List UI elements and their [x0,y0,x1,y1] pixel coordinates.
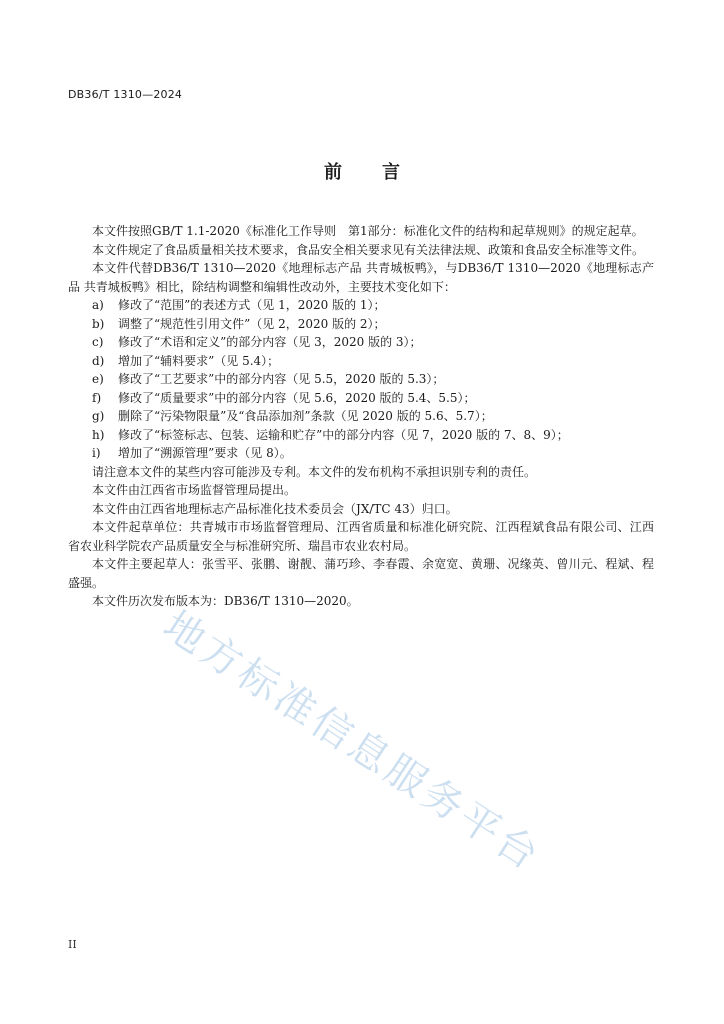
page-number: II [68,938,77,951]
change-item [68,426,654,445]
change-text: 调整了“规范性引用文件”（见 2，2020 版的 2）； [118,316,386,331]
change-marker: h) [92,427,105,442]
title-char-2: 言 [382,162,400,183]
paragraph-patent-notice: 请注意本文件的某些内容可能涉及专利。本文件的发布机构不承担识别专利的责任。 [92,464,537,479]
paragraph-drafting-units: 本文件起草单位：共青城市市场监督管理局、江西省质量和标准化研究院、江西程斌食品有限公司、江西省农业科学院农产品质量安全与标准研究所、瑞昌市农业农村局。 [68,520,654,553]
title-char-1: 前 [324,162,342,183]
change-text: 删除了“污染物限量”及“食品添加剂”条款（见 2020 版的 5.6、5.7）； [118,409,493,423]
document-number: DB36/T 1310—2024 [68,88,183,101]
change-item [68,370,654,389]
change-text: 增加了“溯源管理”要求（见 8）。 [118,446,292,460]
change-text: 修改了“工艺要求”中的部分内容（见 5.5，2020 版的 5.3）； [118,372,445,386]
change-text: 增加了“辅料要求”（见 5.4）； [118,353,280,368]
change-item [68,296,654,315]
change-marker: e) [92,372,104,386]
change-marker: i) [92,446,101,460]
change-marker: c) [92,335,104,349]
paragraph-scope-note: 本文件规定了食品质量相关技术要求，食品安全相关要求见有关法律法规、政策和食品安全标准等文件。 [92,242,645,257]
change-marker: g) [92,409,105,423]
paragraph-drafters: 本文件主要起草人：张雪平、张鹏、谢靓、蒲巧珍、李春霞、余宽宽、黄珊、况缘英、曾川元、程斌、程盛强。 [68,557,654,590]
paragraph-history: 本文件历次发布版本为：DB36/T 1310—2020。 [92,594,359,608]
change-text: 修改了“标签标志、包装、运输和贮存”中的部分内容（见 7，2020 版的 7、8、9）； [118,427,569,442]
watermark-text: 地方标准信息服务平台 [155,602,550,881]
paragraph-committee: 本文件由江西省地理标志产品标准化技术委员会（JX/TC 43）归口。 [92,501,458,516]
change-item [68,407,654,426]
change-marker: d) [92,353,105,368]
paragraph-drafting-rules: 本文件按照GB/T 1.1-2020《标准化工作导则 第1部分：标准化文件的结构和起草规则》的规定起草。 [92,224,644,238]
change-text: 修改了“质量要求”中的部分内容（见 5.6，2020 版的 5.4、5.5）； [118,390,476,405]
change-marker: f) [92,390,102,405]
paragraph-replacement: 本文件代替DB36/T 1310—2020《地理标志产品 共青城板鸭》，与DB36/T 1310—2020《地理标志产品 共青城板鸭》相比，除结构调整和编辑性改动外，主要技术变化如下： [68,261,654,294]
change-item [68,333,654,352]
foreword-body [68,222,654,611]
change-item [68,389,654,408]
change-item [68,444,654,463]
page-title [0,158,724,184]
change-marker: a) [92,298,104,312]
paragraph-proposer: 本文件由江西省市场监督管理局提出。 [92,483,297,497]
change-text: 修改了“术语和定义”的部分内容（见 3，2020 版的 3）； [118,335,422,349]
change-item [68,315,654,334]
change-text: 修改了“范围”的表述方式（见 1，2020 版的 1）； [118,298,386,312]
change-item [68,352,654,371]
change-marker: b) [92,316,105,331]
